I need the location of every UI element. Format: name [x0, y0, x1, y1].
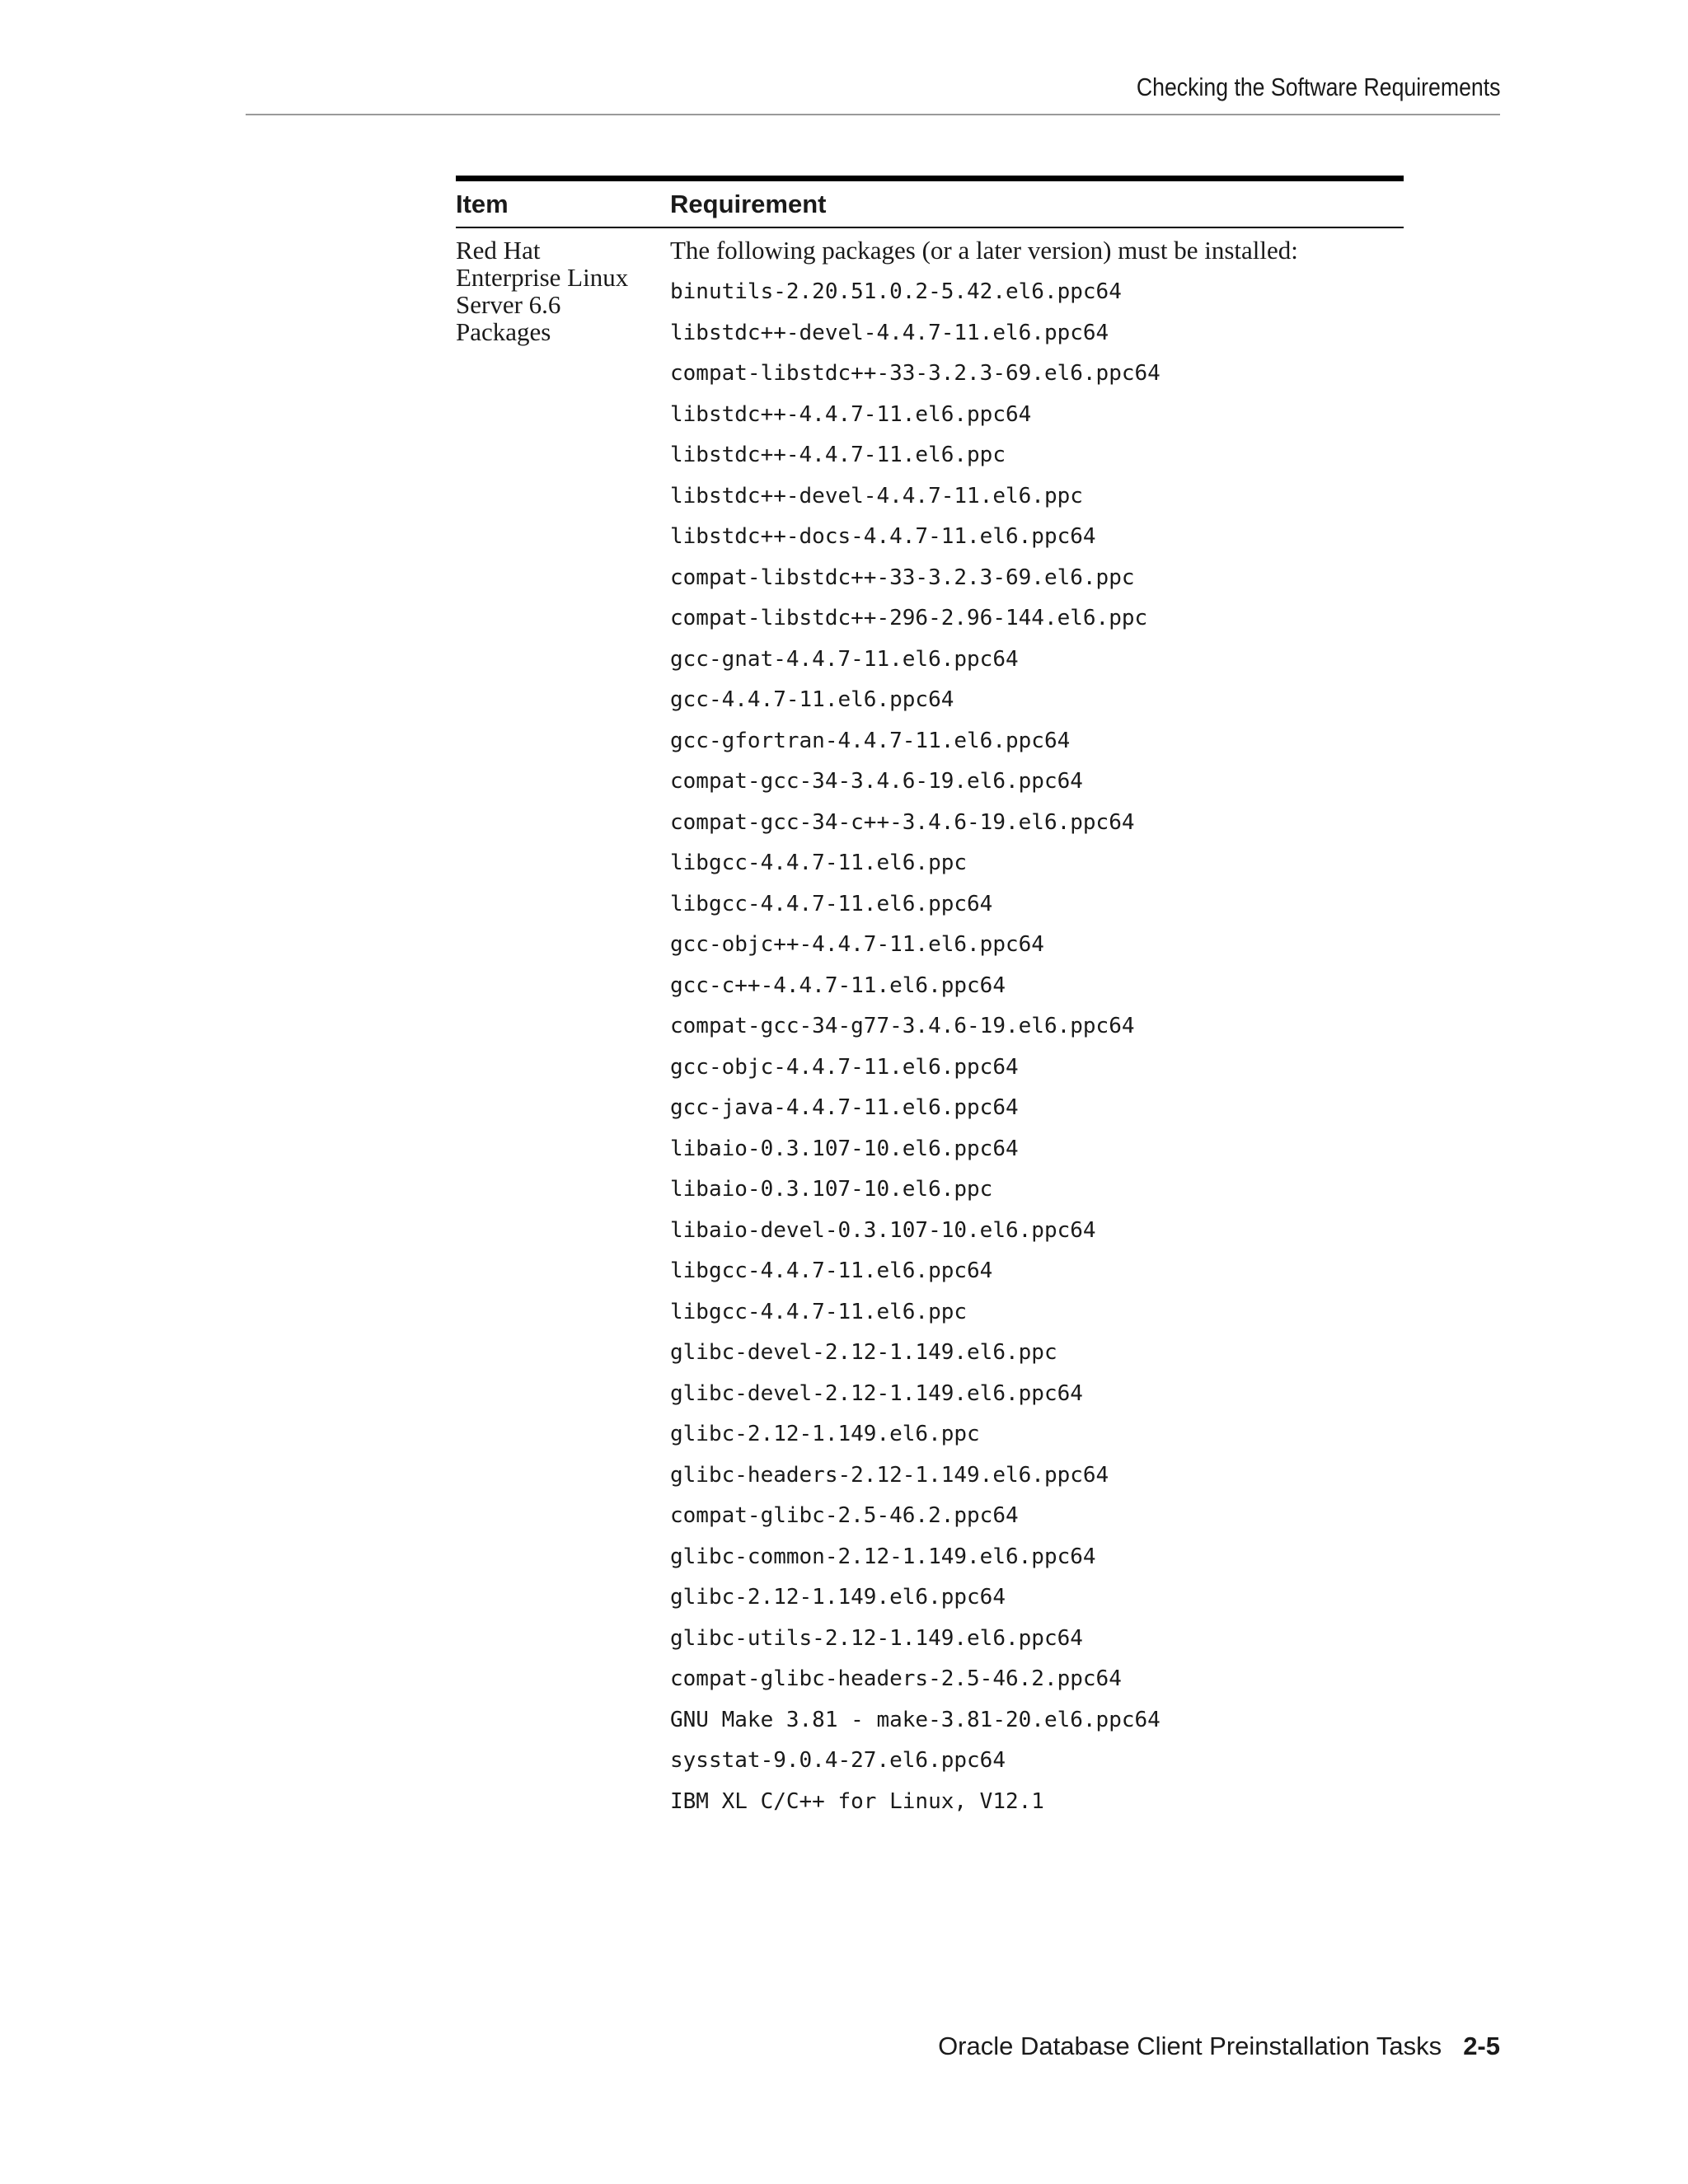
- page-number: 2-5: [1463, 2032, 1500, 2060]
- package-item: compat-libstdc++-33-3.2.3-69.el6.ppc: [670, 565, 1135, 590]
- package-item: glibc-headers-2.12-1.149.el6.ppc64: [670, 1462, 1109, 1488]
- column-header-requirement: Requirement: [670, 190, 827, 218]
- package-item: compat-gcc-34-3.4.6-19.el6.ppc64: [670, 769, 1083, 794]
- package-item: compat-libstdc++-33-3.2.3-69.el6.ppc64: [670, 361, 1160, 386]
- package-item: compat-gcc-34-g77-3.4.6-19.el6.ppc64: [670, 1014, 1135, 1038]
- package-item: sysstat-9.0.4-27.el6.ppc64: [670, 1748, 1006, 1773]
- package-item: glibc-2.12-1.149.el6.ppc: [670, 1422, 980, 1446]
- section-title: Checking the Software Requirements: [1136, 73, 1500, 101]
- package-item: compat-gcc-34-c++-3.4.6-19.el6.ppc64: [670, 809, 1135, 835]
- item-line: Red Hat: [456, 236, 541, 265]
- table-header-row: [456, 181, 1404, 228]
- package-list: [670, 272, 1404, 1822]
- package-item: compat-libstdc++-296-2.96-144.el6.ppc: [670, 606, 1148, 630]
- table-top-rule: [456, 176, 1404, 181]
- package-item: gcc-java-4.4.7-11.el6.ppc64: [670, 1095, 1019, 1120]
- package-item: glibc-2.12-1.149.el6.ppc64: [670, 1585, 1006, 1610]
- package-item: libstdc++-devel-4.4.7-11.el6.ppc64: [670, 320, 1109, 345]
- item-line: Packages: [456, 317, 551, 346]
- package-item: glibc-common-2.12-1.149.el6.ppc64: [670, 1544, 1096, 1569]
- package-item: IBM XL C/C++ for Linux, V12.1: [670, 1788, 1044, 1814]
- package-item: libaio-devel-0.3.107-10.el6.ppc64: [670, 1217, 1096, 1243]
- package-item: glibc-devel-2.12-1.149.el6.ppc: [670, 1340, 1057, 1365]
- package-item: glibc-devel-2.12-1.149.el6.ppc64: [670, 1380, 1083, 1406]
- column-header-item: Item: [456, 190, 509, 218]
- package-item: binutils-2.20.51.0.2-5.42.el6.ppc64: [670, 279, 1122, 304]
- item-line: Enterprise Linux: [456, 263, 629, 292]
- package-item: libgcc-4.4.7-11.el6.ppc: [670, 1299, 968, 1324]
- package-item: compat-glibc-headers-2.5-46.2.ppc64: [670, 1666, 1122, 1691]
- requirement-cell: [670, 228, 1404, 1822]
- package-item: glibc-utils-2.12-1.149.el6.ppc64: [670, 1625, 1083, 1651]
- running-header: [246, 73, 1500, 115]
- package-item: libgcc-4.4.7-11.el6.ppc64: [670, 1258, 993, 1283]
- package-item: gcc-4.4.7-11.el6.ppc64: [670, 687, 954, 712]
- requirements-table: [456, 176, 1404, 1822]
- package-item: libstdc++-devel-4.4.7-11.el6.ppc: [670, 483, 1083, 509]
- package-item: libstdc++-4.4.7-11.el6.ppc64: [670, 401, 1032, 427]
- package-item: gcc-gfortran-4.4.7-11.el6.ppc64: [670, 728, 1071, 753]
- package-item: gcc-c++-4.4.7-11.el6.ppc64: [670, 972, 1006, 998]
- item-cell: [456, 228, 654, 345]
- package-item: libgcc-4.4.7-11.el6.ppc: [670, 851, 968, 875]
- package-item: libaio-0.3.107-10.el6.ppc: [670, 1177, 993, 1202]
- requirement-intro: The following packages (or a later version) must be installed:: [670, 236, 1298, 265]
- package-item: GNU Make 3.81 - make-3.81-20.el6.ppc64: [670, 1707, 1160, 1732]
- package-item: gcc-gnat-4.4.7-11.el6.ppc64: [670, 646, 1019, 672]
- package-item: libaio-0.3.107-10.el6.ppc64: [670, 1136, 1019, 1161]
- package-item: libstdc++-docs-4.4.7-11.el6.ppc64: [670, 524, 1096, 549]
- package-item: compat-glibc-2.5-46.2.ppc64: [670, 1503, 1019, 1528]
- table-row: [456, 228, 1404, 1822]
- package-item: gcc-objc++-4.4.7-11.el6.ppc64: [670, 932, 1044, 957]
- item-line: Server 6.6: [456, 290, 561, 319]
- package-item: libstdc++-4.4.7-11.el6.ppc: [670, 443, 1006, 467]
- package-item: libgcc-4.4.7-11.el6.ppc64: [670, 891, 993, 916]
- running-footer: [938, 2032, 1500, 2061]
- package-item: gcc-objc-4.4.7-11.el6.ppc64: [670, 1054, 1019, 1080]
- book-title: Oracle Database Client Preinstallation Tasks: [938, 2032, 1442, 2060]
